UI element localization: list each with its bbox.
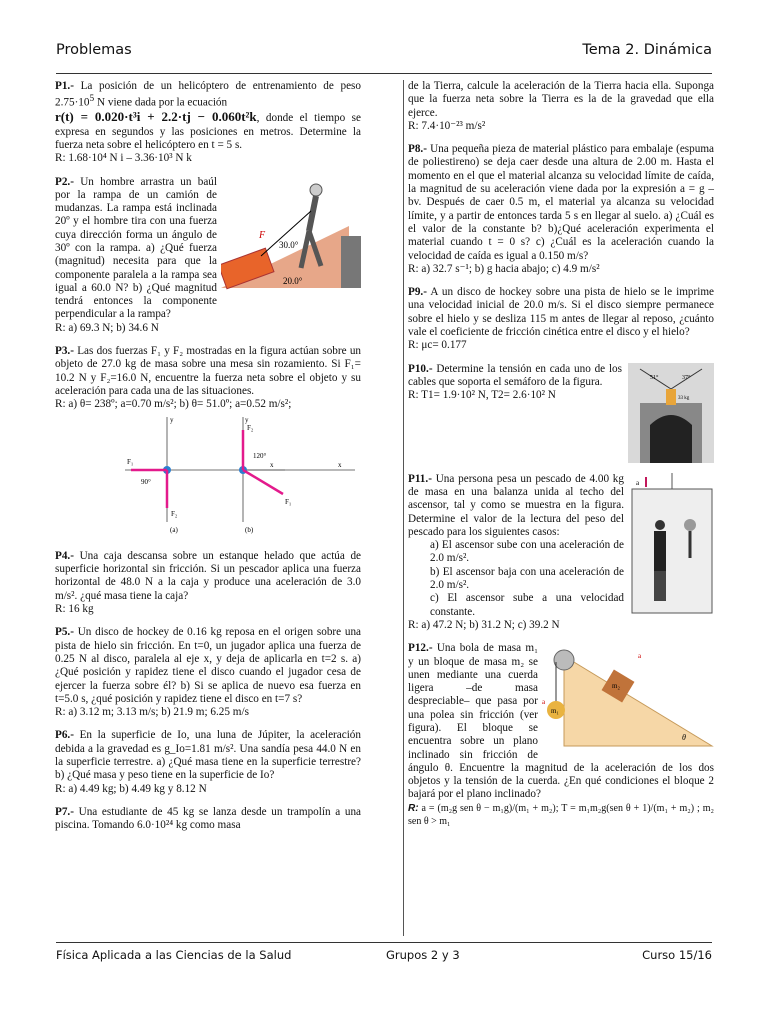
fig-label: m₁ xyxy=(551,707,559,716)
fig-label: F₂ xyxy=(247,423,254,432)
fig-label: a xyxy=(542,698,546,707)
header-right: Tema 2. Dinámica xyxy=(582,42,712,58)
scale-icon xyxy=(684,519,696,531)
answer: R: a) 69.3 N; b) 34.6 N xyxy=(55,321,159,334)
answer-label: R: xyxy=(408,802,419,814)
answer: R: 1.68·10⁴ N i – 3.36·10³ N k xyxy=(55,152,192,165)
answer: R: a) 47.2 N; b) 31.2 N; c) 39.2 N xyxy=(408,618,560,631)
problem-text: Una persona pesa un pescado de 4.00 kg de masa en una balanza unida al techo del ascensor, tal y como se muestra en la figura. Determine el valor de la lectura del peso del pescado para los siguientes casos: xyxy=(408,472,624,538)
fig-label: x xyxy=(270,460,274,469)
problem-7-continued xyxy=(408,80,714,133)
problem-10 xyxy=(408,363,714,463)
fig-label: m₂ xyxy=(612,682,620,691)
column-divider xyxy=(403,80,404,936)
fig-label: F₁ xyxy=(285,497,292,506)
page-header xyxy=(56,42,712,64)
problem-text: Una caja descansa sobre un estanque helado que actúa de superficie horizontal sin fricción. Si un pescador aplica una fuerza horizontal de 48.0 N a la caja y produce una aceleración de 3.0 m/s². ¿qué masa tiene la caja? xyxy=(55,549,362,602)
problem-text: A un disco de hockey sobre una pista de hielo se le imprime una velocidad inicial de 20.0 m/s. Si el disco siempre permanece sobre el hielo y se desliza 115 m antes de llegar al reposo, ¿cuánto vale el coeficiente de fricción cinética entre el disco y el hielo? xyxy=(408,286,714,339)
problem-text: Un disco de hockey de 0.16 kg reposa en el origen sobre una pista de hielo sin fricción. En t=0, un jugador aplica una fuerza de 0.25 N al disco, paralela al eje x, y deja de aplicarla en t=2 s. a) ¿Qué posición y rapidez tiene el disco cuando el jugador cesa de ejercer la fuerza sobre él? b) Si se aplica de nuevo esa fuerza en t=5.0 s, ¿qué posición y rapidez tiene el disco en t=7 s? xyxy=(55,626,362,705)
problem-number: P8.- xyxy=(408,143,427,156)
list-item: a) El ascensor sube con una aceleración de 2.0 m/s². xyxy=(430,539,624,565)
header-left: Problemas xyxy=(56,42,132,58)
fig-label: x xyxy=(338,460,342,469)
answer: R: a) 32.7 s⁻¹; b) g hacia abajo; c) 4.9 m/s² xyxy=(408,262,600,275)
footer-left: Física Aplicada a las Ciencias de la Salud xyxy=(56,948,292,962)
problem-11 xyxy=(408,473,714,633)
fig-label: (a) xyxy=(170,525,178,534)
problem-6 xyxy=(55,729,361,795)
problem-number: P1.- xyxy=(55,80,74,92)
fig-label: 20.0° xyxy=(283,275,303,286)
fig-label: θ xyxy=(682,733,686,743)
person-legs-icon xyxy=(654,571,666,601)
fig-label: y xyxy=(245,415,249,424)
problem-number: P3.- xyxy=(55,345,74,358)
person-head-icon xyxy=(655,520,665,530)
man-body-icon xyxy=(309,196,316,231)
problem-2 xyxy=(55,176,361,336)
fig-label: (b) xyxy=(245,525,254,534)
man-head-icon xyxy=(310,184,322,196)
fig-label: 33 kg xyxy=(678,395,690,401)
answer: R: μc= 0.177 xyxy=(408,339,467,352)
problem-1 xyxy=(55,80,361,166)
problem-text: Determine la tensión en cada uno de los cables que soporta el semáforo de la figura. xyxy=(408,362,623,388)
ramp-figure xyxy=(221,176,361,294)
elevator-figure xyxy=(630,473,714,615)
header-divider xyxy=(56,73,712,74)
answer: R: a = (m₂g sen θ − m₁g)/(m₁ + m₂); T = m₁m₂g(sen θ + 1)/(m₁ + m₂) ; m₂ sen θ > m₁ xyxy=(408,802,715,828)
answer: R: 7.4·10⁻²³ m/s² xyxy=(408,119,486,132)
left-column xyxy=(55,80,361,843)
fig-label: 37° xyxy=(682,374,691,381)
fig-label: a xyxy=(638,652,642,661)
problem-number: P4.- xyxy=(55,549,74,562)
footer-right: Curso 15/16 xyxy=(642,948,712,962)
problem-12 xyxy=(408,642,714,828)
answer: R: T1= 1.9·10² N, T2= 2.6·10² N xyxy=(408,389,556,402)
problem-8 xyxy=(408,143,714,276)
fig-label: 30.0° xyxy=(279,239,299,250)
list-item: b) El ascensor baja con una aceleración de 2.0 m/s². xyxy=(430,565,624,592)
problem-3 xyxy=(55,345,361,540)
equation: r(t) = 0.020·t³i + 2.2·tj − 0.060t²k xyxy=(55,109,257,125)
problem-number: P2.- xyxy=(55,175,74,188)
fig-label: 51° xyxy=(650,374,659,381)
footer-center: Grupos 2 y 3 xyxy=(386,948,460,962)
tunnel-opening-icon xyxy=(650,415,692,463)
fig-label: F₂ xyxy=(171,509,178,518)
problem-number: P10.- xyxy=(408,362,433,375)
problem-text: Una estudiante de 45 kg se lanza desde un trampolín a una piscina. Tomando 6.0·10²⁴ kg como masa xyxy=(55,805,362,832)
problem-number: P9.- xyxy=(408,286,427,299)
answer: R: a) θ= 238º; a=0.70 m/s²; b) θ= 51.0º; a=0.52 m/s²; xyxy=(55,398,292,411)
problem-5 xyxy=(55,626,361,719)
problem-text: Las dos fuerzas F₁ y F₂ mostradas en la figura actúan sobre un objeto de 27.0 kg de masa sobre una mesa sin rozamiento. Si F₁= 10.2 N y F₂=16.0 N, encuentre la fuerza neta sobre el objeto y su aceleración para cada una de las situaciones. xyxy=(55,345,362,397)
problem-4 xyxy=(55,550,361,616)
problem-text: Una pequeña pieza de material plástico para embalaje (espuma de poliestireno) se deja caer desde una altura de 2.00 m. Hasta el momento en el que el material alcanza su velocidad límite de caída, la magnitud de su aceleración viene dada por la expresión a = g – bv. Después de caer 0.5 m, el material ya alcanza su velocidad límite, y a partir de entonces tarda 5 s en llegar al suelo. a) ¿Cuál es el valor de la constante b? b)¿Qué aceleración experimenta el material cuando t = 0 s? c) ¿Cuál es la aceleración cuando la velocidad de caída es igual a 0.150 m/s? xyxy=(408,143,715,262)
problem-text: La posición de un helicóptero de entrenamiento de peso 2.75·10 xyxy=(55,80,362,110)
problem-number: P5.- xyxy=(55,626,74,639)
fig-label: F xyxy=(259,229,266,241)
incline-icon xyxy=(564,656,712,746)
answer: R: a) 3.12 m; 3.13 m/s; b) 21.9 m; 6.25 m/s xyxy=(55,706,249,719)
fig-label: F₁ xyxy=(127,457,134,466)
problem-text: Un hombre arrastra un baúl por la rampa de un camión de mudanzas. La rampa está inclinada 20º y el hombre tira con una fuerza cuya dirección forma un ángulo de 30º con la rampa. a) ¿Qué fuerza (magnitud) necesita para que la componente paralela a la rampa sea igual a 60.0 N? b) ¿Qué magnitud tendrá entonces la componente perpendicular a la rampa? xyxy=(55,175,217,321)
problem-text: , donde el tiempo se expresa en segundos y las posiciones en metros. Determine la fuerza neta sobre el helicóptero en t = 5 s. xyxy=(55,112,361,151)
list-item: c) El ascensor sube a una velocidad constante. xyxy=(430,592,624,618)
answer-formula: a = (m₂g sen θ − m₁g)/(m₁ + m₂) xyxy=(421,802,556,814)
f1-arrow-icon xyxy=(243,470,283,494)
incline-pulley-figure xyxy=(542,642,714,754)
person-body-icon xyxy=(654,531,666,571)
forces-figure xyxy=(55,412,361,536)
problem-text: de la Tierra, calcule la aceleración de la Tierra hacia ella. Suponga que la fuerza neta sobre la Tierra es la de la gravedad que ella ejerce. xyxy=(408,80,714,119)
problem-text: Una bola de masa m₁ y un bloque de masa m₂ se unen mediante una cuerda ligera –de masa despreciable– que pasa por una polea sin fricción (ver figura). El bloque se encuentra sobre un plano inclinado sin fricción de ángulo θ. Encuentre la magnitud de la aceleración de los dos objetos y la tensión de la cuerda. ¿En qué condiciones el bloque 2 bajará por el plano inclinado? xyxy=(408,642,714,801)
fig-label: 90° xyxy=(141,477,151,486)
problem-9 xyxy=(408,286,714,352)
traffic-light-figure xyxy=(628,363,714,463)
problem-number: P12.- xyxy=(408,642,433,655)
elevator-icon xyxy=(632,489,712,613)
pulley-icon xyxy=(554,650,574,670)
exponent: 5 xyxy=(89,94,95,105)
answer-condition: ; m₂ sen θ > m₁ xyxy=(408,802,715,828)
problem-number: P11.- xyxy=(408,472,432,485)
answer: R: 16 kg xyxy=(55,603,94,616)
problem-number: P7.- xyxy=(55,805,74,818)
traffic-light-icon xyxy=(666,389,676,405)
answer-formula: T = m₁m₂g(sen θ + 1)/(m₁ + m₂) xyxy=(561,802,695,814)
problem-7 xyxy=(55,806,361,833)
answer: R: a) 4.49 kg; b) 4.49 kg y 8.12 N xyxy=(55,782,207,795)
fig-label: 120° xyxy=(253,451,267,460)
fig-label: a xyxy=(636,478,640,487)
problem-text: N viene dada por la ecuación xyxy=(94,97,228,110)
fig-label: y xyxy=(170,415,174,424)
problem-text: En la superficie de Io, una luna de Júpiter, la aceleración debida a la gravedad es g_Io=1.81 m/s². Una sandía pesa 44.0 N en la superficie terrestre. a) ¿Qué masa tiene en la superficie terrestre? b) ¿Qué masa y peso tiene en la superficie de Io? xyxy=(55,729,361,782)
truck-icon xyxy=(341,236,361,288)
footer-divider xyxy=(56,942,712,943)
right-column xyxy=(408,80,714,838)
problem-number: P6.- xyxy=(55,729,74,742)
